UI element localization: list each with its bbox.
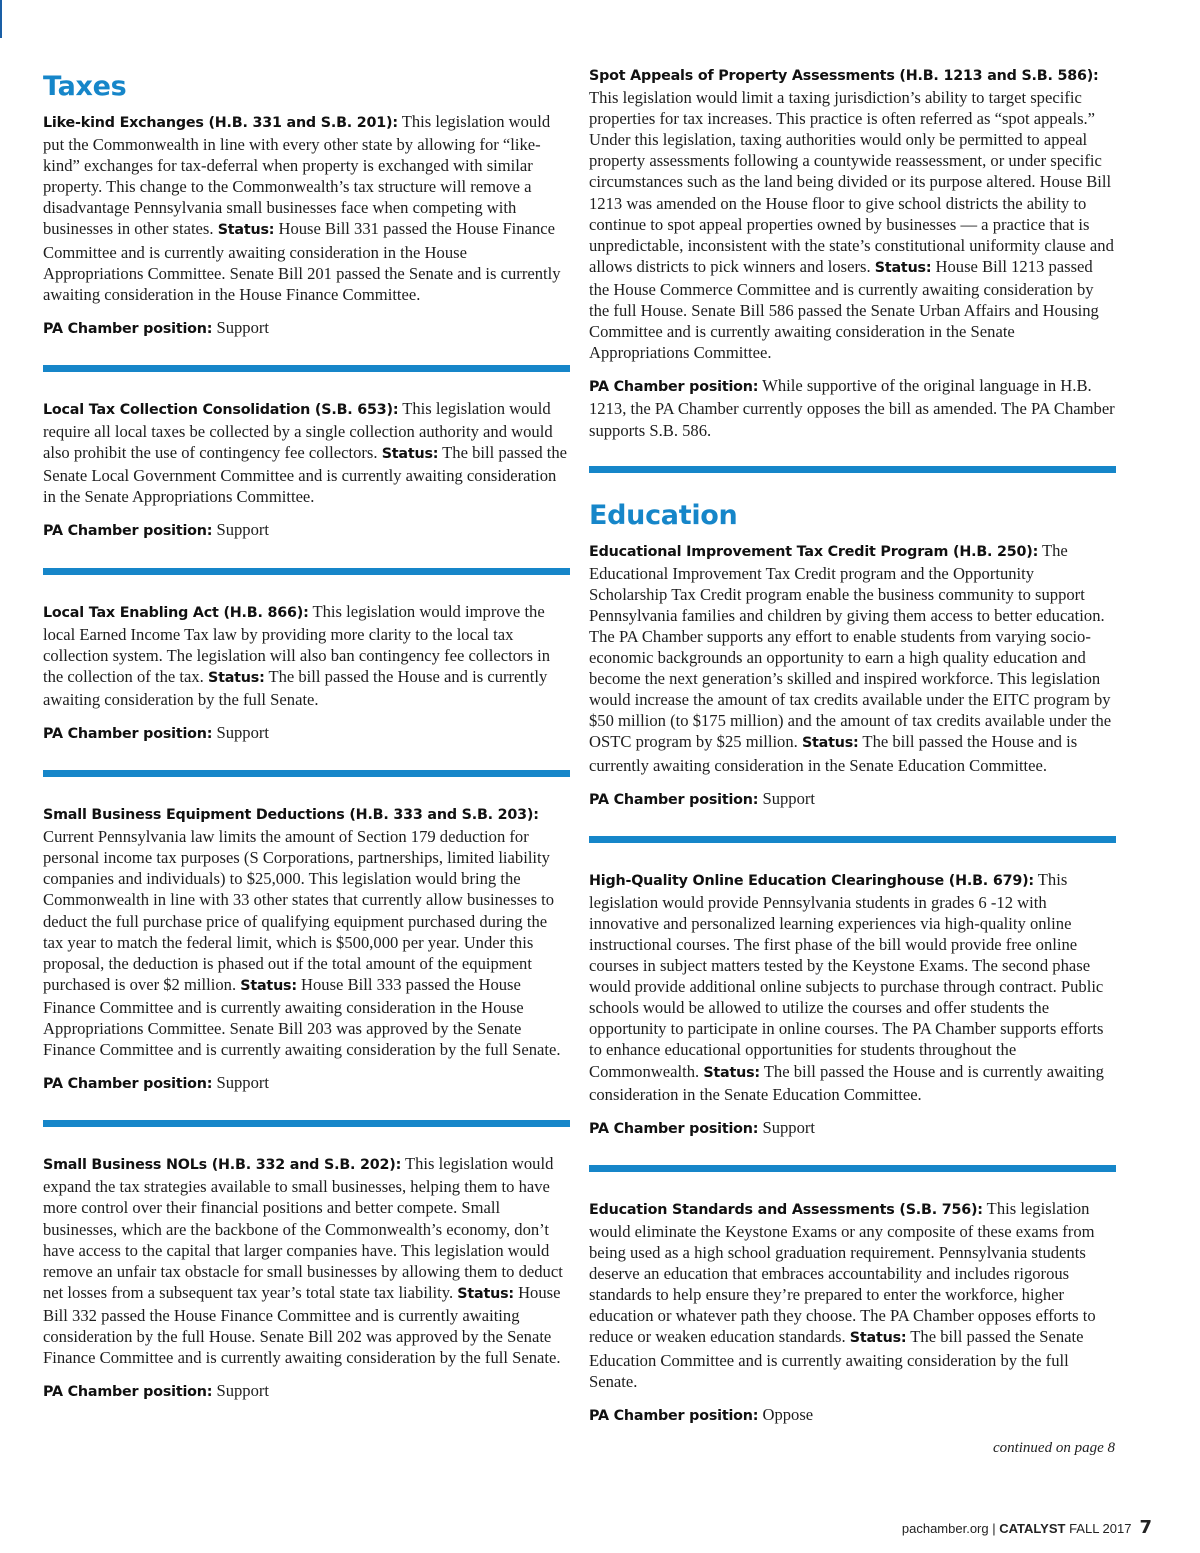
article-heading: Small Business NOLs (H.B. 332 and S.B. 202): bbox=[43, 1157, 402, 1174]
article-text: Educational Improvement Tax Credit Program (H.B. 250): The Educational Improvement Tax Credit program and the Opportunity Scholarship Tax Credit program enable the business community to support Pennsylvania families and children by giving them access to better education. The PA Chamber supports any effort to enable students from varying socio-economic backgrounds an opportunity to earn a high quality education and become the next generation’s skilled and inspired workforce. This legislation would increase the amount of tax credits available under the EITC program by $50 million (to $175 million) and the amount of tax credits available under the OSTC program by $25 million. Status: The bill passed the House and is currently awaiting consideration in the Senate Education Committee. bbox=[589, 540, 1112, 775]
article-local-tax-collection bbox=[43, 398, 570, 543]
article-text: Local Tax Collection Consolidation (S.B. 653): This legislation would require all local taxes be collected by a single collection authority and would also prohibit the use of contingency fee collectors. Status: The bill passed the Senate Local Government Committee and is currently awaiting consideration in the Senate Appropriations Committee. bbox=[43, 398, 568, 507]
article-like-kind-exchanges bbox=[43, 111, 570, 340]
section-divider bbox=[43, 568, 570, 575]
chamber-position: PA Chamber position: Support bbox=[589, 1117, 816, 1137]
chamber-position: PA Chamber position: Support bbox=[43, 722, 270, 742]
footer-separator: | bbox=[988, 1521, 1000, 1536]
article-heading: Educational Improvement Tax Credit Program (H.B. 250): bbox=[589, 543, 1039, 560]
section-divider bbox=[43, 770, 570, 777]
article-text: Local Tax Enabling Act (H.B. 866): This legislation would improve the local Earned Income Tax law by providing more clarity to the local tax collection system. The legislation will also ban contingency fee collectors in the collection of the tax. Status: The bill passed the House and is currently awaiting consideration by the full Senate. bbox=[43, 601, 551, 709]
status-label: Status: bbox=[457, 1285, 514, 1302]
section-divider bbox=[589, 466, 1116, 473]
article-heading: Spot Appeals of Property Assessments (H.B. 1213 and S.B. 586): bbox=[589, 68, 1099, 84]
article-eitc-program bbox=[589, 540, 1116, 811]
chamber-position: PA Chamber position: Support bbox=[43, 317, 270, 337]
section-title-education: Education bbox=[589, 499, 738, 531]
article-text: Like-kind Exchanges (H.B. 331 and S.B. 201): This legislation would put the Commonwealth in line with every other state by allowing for “like-kind” exchanges for tax-deferral when property is exchanged with similar property. This change to the Commonwealth’s tax structure will remove a disadvantage Pennsylvania small businesses face when competing with businesses in other states. Status: House Bill 331 passed the House Finance Committee and is currently awaiting consideration in the House Appropriations Committee. Senate Bill 201 passed the Senate and is currently awaiting consideration in the House Finance Committee. bbox=[43, 112, 561, 304]
page-number: 7 bbox=[1139, 1517, 1152, 1538]
article-heading: Local Tax Collection Consolidation (S.B. 653): bbox=[43, 401, 399, 418]
article-heading: Education Standards and Assessments (S.B. 756): bbox=[589, 1201, 983, 1218]
article-small-business-equipment bbox=[43, 803, 570, 1095]
status-label: Status: bbox=[381, 446, 439, 463]
article-heading: Local Tax Enabling Act (H.B. 866): bbox=[43, 604, 309, 621]
chamber-position: PA Chamber position: Support bbox=[589, 788, 816, 808]
status-label: Status: bbox=[207, 669, 265, 686]
status-label: Status: bbox=[240, 977, 297, 994]
footer-magazine: CATALYST bbox=[999, 1521, 1066, 1536]
chamber-position: PA Chamber position: Support bbox=[43, 1381, 270, 1401]
article-text: Spot Appeals of Property Assessments (H.B. 1213 and S.B. 586): This legislation would limit a taxing jurisdiction’s ability to target specific properties for tax increases. This practice is often referred as “spot appeals.” Under this legislation, taxing authorities would only be permitted to appeal property assessments following a countywide reassessment, or under specific circumstances such as the land being divided or its purpose altered. House Bill 1213 was amended on the House floor to give school districts the ability to continue to spot appeal properties owned by businesses — a practice that is unpredictable, inconsistent with the state’s constitutional uniformity clause and allows districts to pick winners and losers. Status: House Bill 1213 passed the House Commerce Committee and is currently awaiting consideration by the full House. Senate Bill 586 passed the Senate Urban Affairs and Housing Committee and is currently awaiting consideration in the Senate Appropriations Committee. bbox=[589, 68, 1114, 363]
article-small-business-nols bbox=[43, 1153, 570, 1403]
chamber-position: PA Chamber position: While supportive of the original language in H.B. 1213, the PA Chamber currently opposes the bill as amended. The PA Chamber supports S.B. 586. bbox=[589, 376, 1115, 440]
page-footer bbox=[902, 1517, 1152, 1538]
status-label: Status: bbox=[874, 259, 932, 276]
article-local-tax-enabling-act bbox=[43, 601, 570, 746]
section-title-taxes: Taxes bbox=[43, 71, 127, 102]
article-online-education bbox=[589, 869, 1116, 1140]
chamber-position: PA Chamber position: Support bbox=[43, 520, 270, 540]
page-edge-mark bbox=[0, 0, 2, 38]
status-label: Status: bbox=[703, 1064, 760, 1081]
article-education-standards bbox=[589, 1198, 1116, 1427]
article-text: Small Business Equipment Deductions (H.B. 333 and S.B. 203): Current Pennsylvania law limits the amount of Section 179 deduction for personal income tax purposes (S Corporations, partnerships, limited liability companies and individuals) to $25,000. This legislation would bring the Commonwealth in line with 33 other states that currently allow businesses to deduct the full purchase price of qualifying equipment purchased during the tax year to match the federal limit, which is $500,000 per year. Under this proposal, the deduction is phased out if the total amount of the equipment purchased is over $2 million. Status: House Bill 333 passed the House Finance Committee and is currently awaiting consideration in the House Appropriations Committee. Senate Bill 203 was approved by the Senate Finance Committee and is currently awaiting consideration by the full Senate. bbox=[43, 807, 561, 1060]
section-divider bbox=[43, 1120, 570, 1127]
footer-issue: FALL 2017 bbox=[1065, 1521, 1132, 1536]
right-column bbox=[589, 64, 1116, 1427]
article-text: Education Standards and Assessments (S.B. 756): This legislation would eliminate the Keystone Exams or any composite of these exams from being used as a high school graduation requirement. Pennsylvania students deserve an education that embraces accountability and includes rigorous standards to help ensure they’re prepared to enter the workforce, higher education or whatever path they choose. The PA Chamber opposes efforts to reduce or weaken education standards. Status: The bill passed the Senate Education Committee and is currently awaiting consideration by the full Senate. bbox=[589, 1198, 1096, 1391]
article-heading: High-Quality Online Education Clearinghouse (H.B. 679): bbox=[589, 872, 1034, 889]
continued-note: continued on page 8 bbox=[992, 1440, 1115, 1456]
article-heading: Like-kind Exchanges (H.B. 331 and S.B. 201): bbox=[43, 115, 398, 131]
section-divider bbox=[589, 1165, 1116, 1172]
article-spot-appeals bbox=[589, 64, 1116, 441]
status-label: Status: bbox=[849, 1330, 907, 1347]
section-divider bbox=[43, 365, 570, 372]
status-label: Status: bbox=[801, 735, 859, 752]
chamber-position: PA Chamber position: Support bbox=[43, 1073, 270, 1093]
section-divider bbox=[589, 836, 1116, 843]
article-heading: Small Business Equipment Deductions (H.B. 333 and S.B. 203): bbox=[43, 807, 539, 824]
article-text: Small Business NOLs (H.B. 332 and S.B. 202): This legislation would expand the tax strategies available to small businesses, helping them to have more control over their financial positions and better compete. Small businesses, which are the backbone of the Commonwealth’s economy, don’t have access to the capital that larger companies have. This legislation would remove an unfair tax obstacle for small businesses by allowing them to deduct net losses from a subsequent tax year’s total state tax liability. Status: House Bill 332 passed the House Finance Committee and is currently awaiting consideration by the full House. Senate Bill 202 was approved by the Senate Finance Committee and is currently awaiting consideration by the full Senate. bbox=[43, 1154, 563, 1368]
footer-site: pachamber.org bbox=[901, 1521, 989, 1536]
chamber-position: PA Chamber position: Oppose bbox=[589, 1404, 814, 1424]
article-text: High-Quality Online Education Clearinghouse (H.B. 679): This legislation would provide Pennsylvania students in grades 6 -12 with innovative and personalized learning experiences via high-quality online instructional courses. The first phase of the bill would provide free online courses in subject matters tested by the Keystone Exams. The second phase would provide additional online subjects to purchase through contract. Public schools would be allowed to utilize the courses and offer students the opportunity to participate in online courses. The PA Chamber supports efforts to enhance educational opportunities for students throughout the Commonwealth. Status: The bill passed the House and is currently awaiting consideration in the Senate Education Committee. bbox=[589, 869, 1104, 1104]
status-label: Status: bbox=[217, 222, 275, 239]
left-column bbox=[43, 64, 570, 1403]
